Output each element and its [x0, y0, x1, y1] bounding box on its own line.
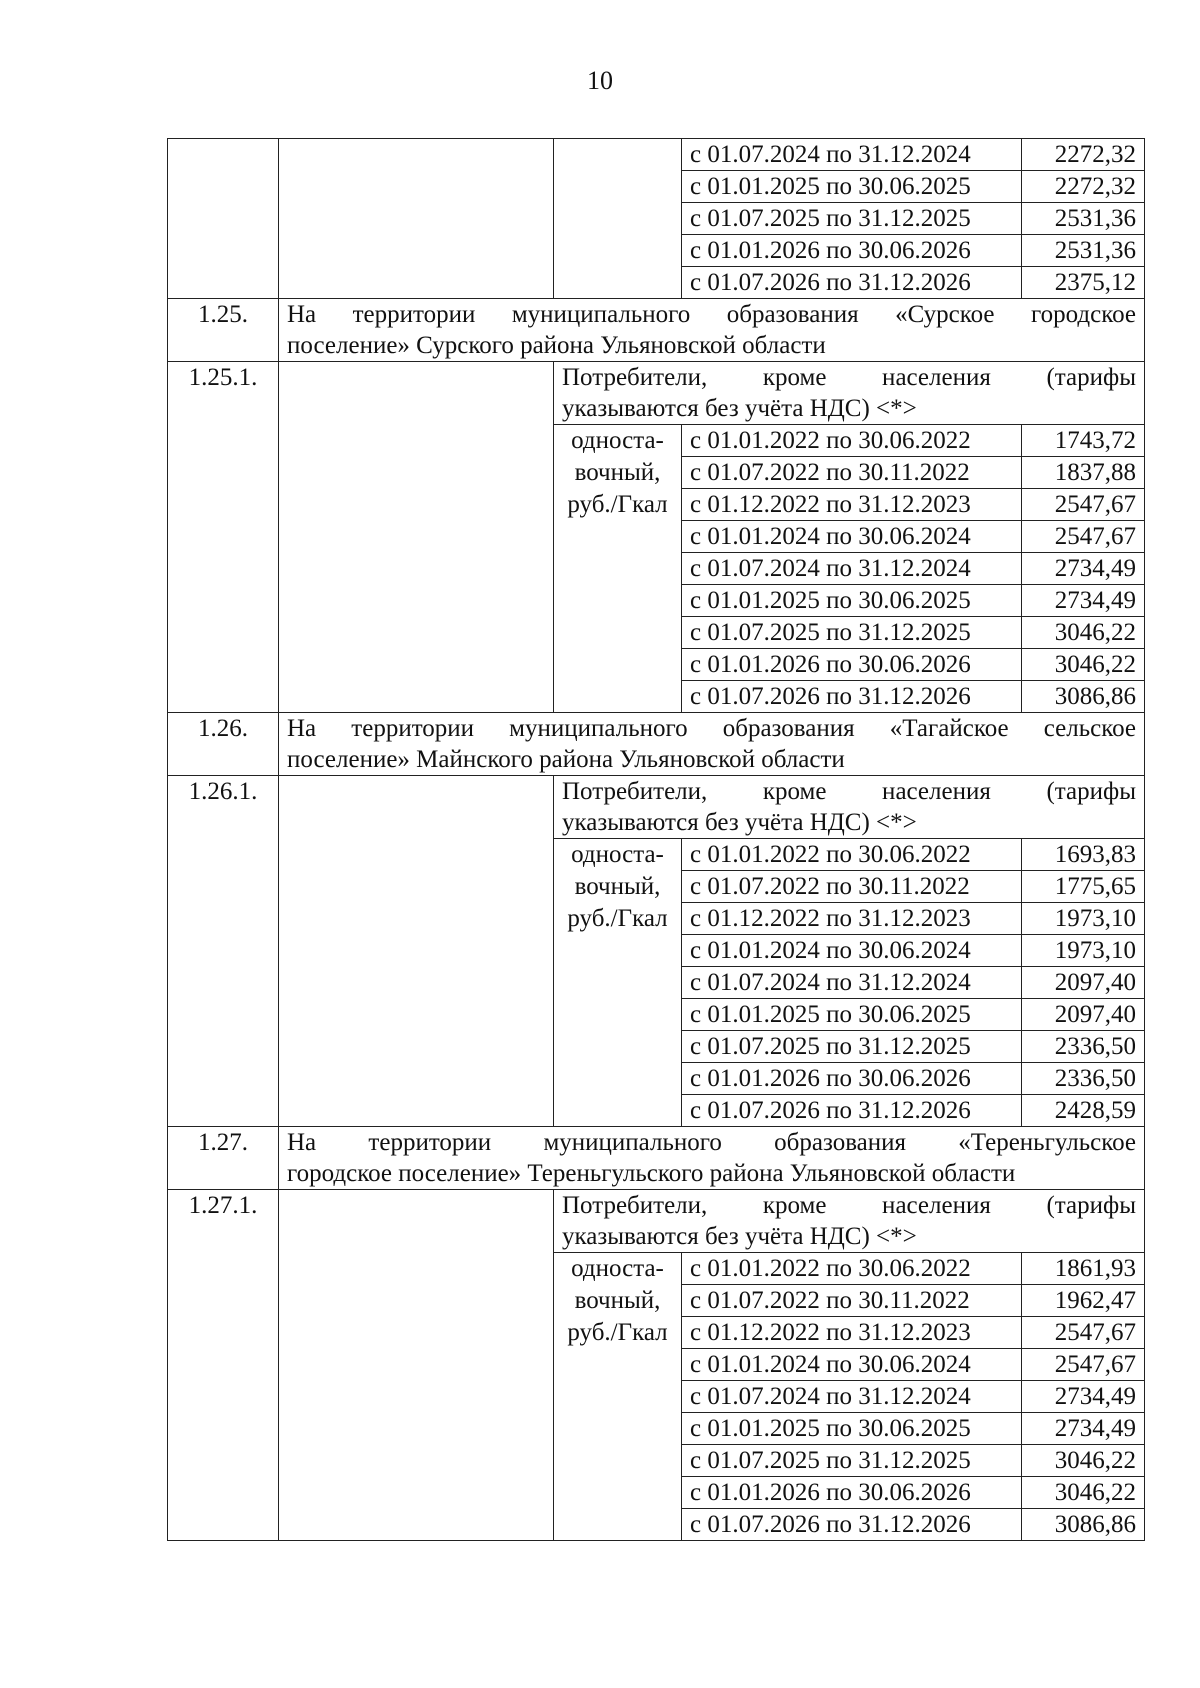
- period-cell: с 01.07.2026 по 31.12.2026: [682, 267, 1022, 299]
- period-cell: с 01.07.2025 по 31.12.2025: [682, 203, 1022, 235]
- consumer-group: [554, 362, 1145, 425]
- value-cell: 2734,49: [1022, 1413, 1145, 1445]
- value-cell: 2734,49: [1022, 1381, 1145, 1413]
- value-cell: 2097,40: [1022, 999, 1145, 1031]
- unit-label: вочный,: [574, 1287, 661, 1314]
- value-cell: 1775,65: [1022, 871, 1145, 903]
- table-row: [168, 139, 1145, 171]
- period-cell: с 01.01.2025 по 30.06.2025: [682, 171, 1022, 203]
- consumer-group-line: Потребители, кроме населения (тарифы: [562, 364, 1136, 391]
- value-cell: 2097,40: [1022, 967, 1145, 999]
- period-cell: с 01.07.2022 по 30.11.2022: [682, 1285, 1022, 1317]
- tariff-table-body: [168, 139, 1145, 1541]
- unit-cell: [554, 139, 682, 299]
- period-cell: с 01.12.2022 по 31.12.2023: [682, 489, 1022, 521]
- value-cell: 1973,10: [1022, 935, 1145, 967]
- period-cell: с 01.01.2024 по 30.06.2024: [682, 1349, 1022, 1381]
- period-cell: с 01.07.2024 по 31.12.2024: [682, 967, 1022, 999]
- consumer-group-line: Потребители, кроме населения (тарифы: [562, 1192, 1136, 1219]
- period-cell: с 01.01.2024 по 30.06.2024: [682, 521, 1022, 553]
- period-cell: с 01.01.2025 по 30.06.2025: [682, 1413, 1022, 1445]
- tariff-table: [167, 138, 1145, 1541]
- period-cell: с 01.07.2025 по 31.12.2025: [682, 617, 1022, 649]
- period-cell: с 01.01.2022 по 30.06.2022: [682, 839, 1022, 871]
- consumer-group-line: указываются без учёта НДС) <*>: [562, 809, 917, 836]
- period-cell: с 01.07.2024 по 31.12.2024: [682, 1381, 1022, 1413]
- unit-label: односта-: [571, 427, 664, 454]
- period-cell: с 01.07.2026 по 31.12.2026: [682, 681, 1022, 713]
- consumer-group-line: указываются без учёта НДС) <*>: [562, 395, 917, 422]
- period-cell: с 01.01.2026 по 30.06.2026: [682, 1063, 1022, 1095]
- section-title-line: На территории муниципального образования «Тереньгульское: [287, 1129, 1136, 1156]
- period-cell: с 01.07.2026 по 31.12.2026: [682, 1509, 1022, 1541]
- unit-cell: [554, 839, 682, 1127]
- description-cell: [279, 1190, 554, 1541]
- period-cell: с 01.01.2026 по 30.06.2026: [682, 649, 1022, 681]
- section-title-line: поселение» Майнского района Ульяновской области: [287, 746, 845, 773]
- section-title-line: городское поселение» Тереньгульского района Ульяновской области: [287, 1160, 1016, 1187]
- section-number: 1.25.: [168, 299, 279, 362]
- period-cell: с 01.01.2024 по 30.06.2024: [682, 935, 1022, 967]
- period-cell: с 01.01.2025 по 30.06.2025: [682, 585, 1022, 617]
- value-cell: 2734,49: [1022, 553, 1145, 585]
- unit-label: односта-: [571, 841, 664, 868]
- value-cell: 2375,12: [1022, 267, 1145, 299]
- period-cell: с 01.07.2025 по 31.12.2025: [682, 1445, 1022, 1477]
- group-row: [168, 362, 1145, 425]
- period-cell: с 01.07.2024 по 31.12.2024: [682, 553, 1022, 585]
- value-cell: 1973,10: [1022, 903, 1145, 935]
- section-header-row: [168, 713, 1145, 776]
- period-cell: с 01.07.2022 по 30.11.2022: [682, 871, 1022, 903]
- value-cell: 3046,22: [1022, 1445, 1145, 1477]
- value-cell: 2336,50: [1022, 1031, 1145, 1063]
- period-cell: с 01.07.2024 по 31.12.2024: [682, 139, 1022, 171]
- value-cell: 2428,59: [1022, 1095, 1145, 1127]
- section-number: 1.27.: [168, 1127, 279, 1190]
- value-cell: 2547,67: [1022, 1317, 1145, 1349]
- section-title: [279, 299, 1145, 362]
- period-cell: с 01.07.2026 по 31.12.2026: [682, 1095, 1022, 1127]
- unit-label: руб./Гкал: [567, 491, 668, 518]
- value-cell: 3086,86: [1022, 1509, 1145, 1541]
- period-cell: с 01.12.2022 по 31.12.2023: [682, 1317, 1022, 1349]
- unit-label: руб./Гкал: [567, 905, 668, 932]
- period-cell: с 01.07.2025 по 31.12.2025: [682, 1031, 1022, 1063]
- value-cell: 2272,32: [1022, 139, 1145, 171]
- unit-label: односта-: [571, 1255, 664, 1282]
- value-cell: 2272,32: [1022, 171, 1145, 203]
- section-title: [279, 1127, 1145, 1190]
- unit-label: руб./Гкал: [567, 1319, 668, 1346]
- unit-cell: [554, 425, 682, 713]
- description-cell: [279, 139, 554, 299]
- section-header-row: [168, 299, 1145, 362]
- value-cell: 1743,72: [1022, 425, 1145, 457]
- unit-cell: [554, 1253, 682, 1541]
- num-cell: [168, 139, 279, 299]
- section-title: [279, 713, 1145, 776]
- value-cell: 3046,22: [1022, 1477, 1145, 1509]
- unit-label: вочный,: [574, 459, 661, 486]
- value-cell: 2531,36: [1022, 235, 1145, 267]
- sub-number: 1.27.1.: [168, 1190, 279, 1541]
- value-cell: 1837,88: [1022, 457, 1145, 489]
- section-title-line: На территории муниципального образования «Сурское городское: [287, 301, 1136, 328]
- group-row: [168, 1190, 1145, 1253]
- value-cell: 2547,67: [1022, 489, 1145, 521]
- section-title-line: На территории муниципального образования «Тагайское сельское: [287, 715, 1136, 742]
- page-number: 10: [587, 66, 613, 95]
- unit-label: вочный,: [574, 873, 661, 900]
- consumer-group-line: Потребители, кроме населения (тарифы: [562, 778, 1136, 805]
- value-cell: 3046,22: [1022, 649, 1145, 681]
- value-cell: 2531,36: [1022, 203, 1145, 235]
- section-number: 1.26.: [168, 713, 279, 776]
- period-cell: с 01.07.2022 по 30.11.2022: [682, 457, 1022, 489]
- sub-number: 1.26.1.: [168, 776, 279, 1127]
- value-cell: 1962,47: [1022, 1285, 1145, 1317]
- period-cell: с 01.12.2022 по 31.12.2023: [682, 903, 1022, 935]
- sub-number: 1.25.1.: [168, 362, 279, 713]
- description-cell: [279, 776, 554, 1127]
- description-cell: [279, 362, 554, 713]
- value-cell: 3086,86: [1022, 681, 1145, 713]
- period-cell: с 01.01.2026 по 30.06.2026: [682, 1477, 1022, 1509]
- section-title-line: поселение» Сурского района Ульяновской области: [287, 332, 826, 359]
- period-cell: с 01.01.2025 по 30.06.2025: [682, 999, 1022, 1031]
- value-cell: 3046,22: [1022, 617, 1145, 649]
- period-cell: с 01.01.2026 по 30.06.2026: [682, 235, 1022, 267]
- value-cell: 2547,67: [1022, 1349, 1145, 1381]
- group-row: [168, 776, 1145, 839]
- consumer-group: [554, 1190, 1145, 1253]
- value-cell: 1861,93: [1022, 1253, 1145, 1285]
- period-cell: с 01.01.2022 по 30.06.2022: [682, 1253, 1022, 1285]
- value-cell: 2734,49: [1022, 585, 1145, 617]
- consumer-group-line: указываются без учёта НДС) <*>: [562, 1223, 917, 1250]
- value-cell: 2336,50: [1022, 1063, 1145, 1095]
- section-header-row: [168, 1127, 1145, 1190]
- period-cell: с 01.01.2022 по 30.06.2022: [682, 425, 1022, 457]
- value-cell: 2547,67: [1022, 521, 1145, 553]
- consumer-group: [554, 776, 1145, 839]
- value-cell: 1693,83: [1022, 839, 1145, 871]
